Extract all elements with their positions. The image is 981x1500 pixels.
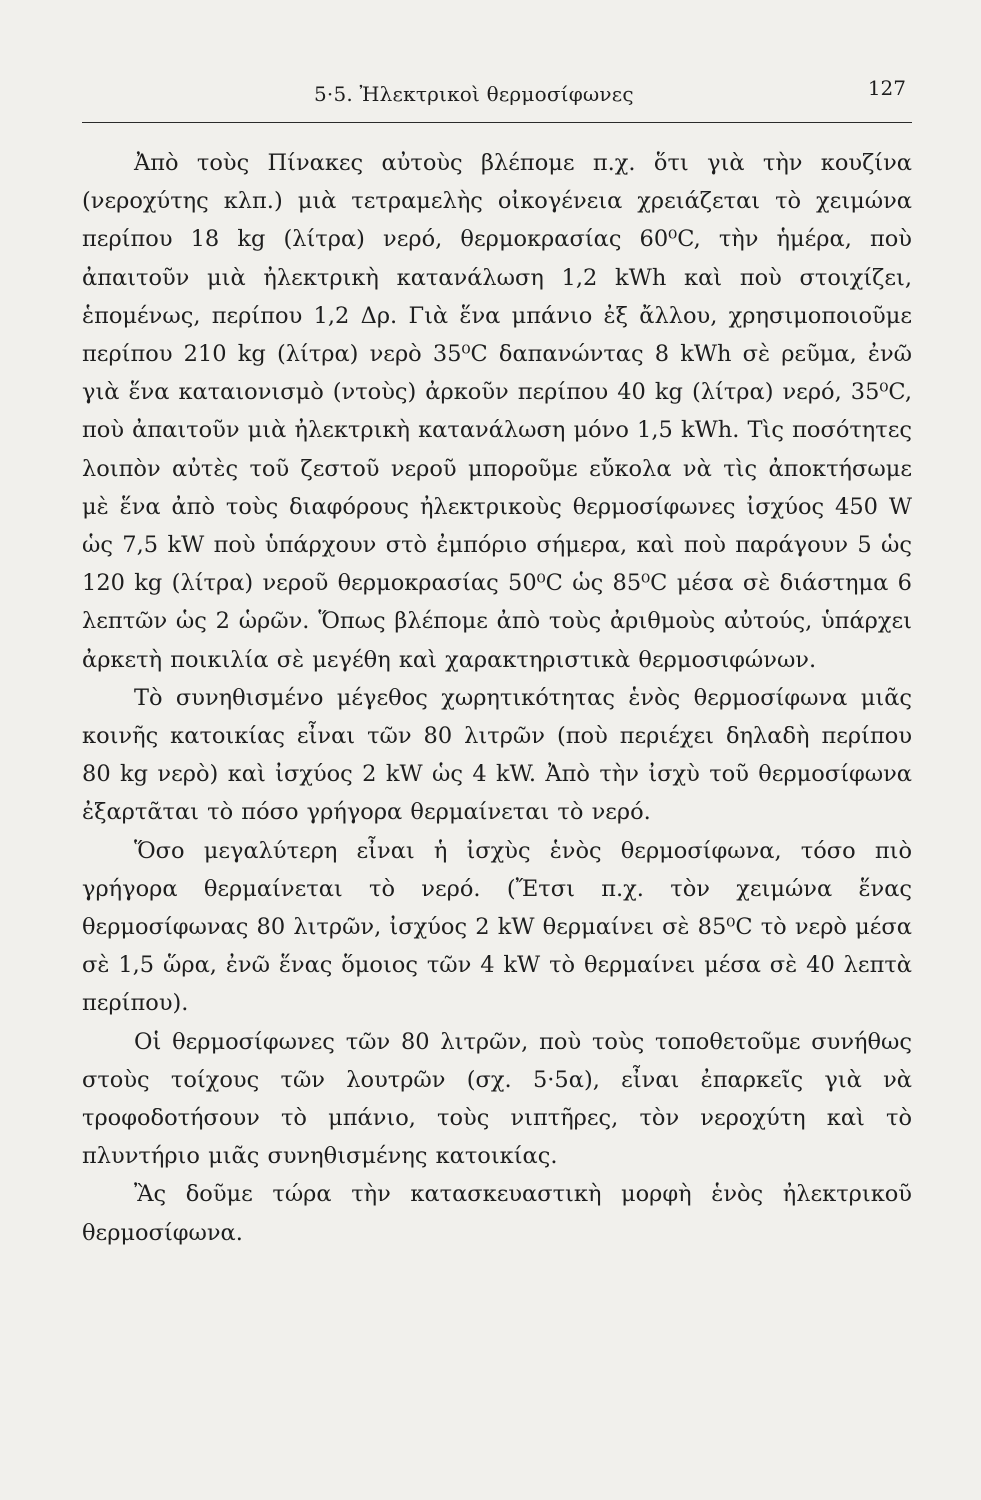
paragraph: Ἀπὸ τοὺς Πίνακες αὐτοὺς βλέπομε π.χ. ὅτι γιὰ τὴν κουζίνα (νεροχύτης κλπ.) μιὰ τετραμελὴς οἰκογένεια χρειάζεται τὸ χειμώνα περίπου 18 kg (λίτρα) νερό, θερμοκρασίας 60⁰C, τὴν ἡμέρα, ποὺ ἀπαιτοῦν μιὰ ἠλεκτρικὴ κατανάλωση 1,2 kWh καὶ ποὺ στοιχίζει, ἑπομένως, περίπου 1,2 Δρ. Γιὰ ἕνα μπάνιο ἐξ ἄλλου, χρησιμοποιοῦμε περίπου 210 kg (λίτρα) νερὸ 35⁰C δαπανώντας 8 kWh σὲ ρεῦμα, ἐνῶ γιὰ ἕνα καταιονισμὸ (ντοὺς) ἀρκοῦν περίπου 40 kg (λίτρα) νερό, 35⁰C, ποὺ ἀπαιτοῦν μιὰ ἠλεκτρικὴ κατανάλωση μόνο 1,5 kWh. Τὶς ποσότητες λοιπὸν αὐτὲς τοῦ ζεστοῦ νεροῦ μποροῦμε εὔκολα νὰ τὶς ἀποκτήσωμε μὲ ἕνα ἀπὸ τοὺς διαφόρους ἠλεκτρικοὺς θερμοσίφωνες ἰσχύος 450 W ὡς 7,5 kW ποὺ ὑπάρχουν στὸ ἐμπόριο σήμερα, καὶ ποὺ παράγουν 5 ὡς 120 kg (λίτρα) νεροῦ θερμοκρασίας 50⁰C ὡς 85⁰C μέσα σὲ διάστημα 6 λεπτῶν ὡς 2 ὡρῶν. Ὅπως βλέπομε ἀπὸ τοὺς ἀριθμοὺς αὐτούς, ὑπάρχει ἀρκετὴ ποικιλία σὲ μεγέθη καὶ χαρακτηριστικὰ θερμοσιφώνων.	[82, 150, 912, 673]
paragraph: Τὸ συνηθισμένο μέγεθος χωρητικότητας ἑνὸς θερμοσίφωνα μιᾶς κοινῆς κατοικίας εἶναι τῶν 80 λιτρῶν (ποὺ περιέχει δηλαδὴ περίπου 80 kg νερὸ) καὶ ἰσχύος 2 kW ὡς 4 kW. Ἀπὸ τὴν ἰσχὺ τοῦ θερμοσίφωνα ἐξαρτᾶται τὸ πόσο γρήγορα θερμαίνεται τὸ νερό.	[82, 684, 912, 826]
body-text	[82, 144, 912, 1252]
page-header	[82, 76, 912, 112]
paragraph: Οἱ θερμοσίφωνες τῶν 80 λιτρῶν, ποὺ τοὺς τοποθετοῦμε συνήθως στοὺς τοίχους τῶν λουτρῶν (σχ. 5·5α), εἶναι ἐπαρκεῖς γιὰ νὰ τροφοδοτήσουν τὸ μπάνιο, τοὺς νιπτῆρες, τὸν νεροχύτη καὶ τὸ πλυντήριο μιᾶς συνηθισμένης κατοικίας.	[82, 1028, 912, 1170]
running-head: 5·5. Ἠλεκτρικοὶ θερμοσίφωνες	[314, 82, 634, 106]
header-rule	[82, 122, 912, 123]
paragraph: Ὅσο μεγαλύτερη εἶναι ἡ ἰσχὺς ἑνὸς θερμοσίφωνα, τόσο πιὸ γρήγορα θερμαίνεται τὸ νερό. (Ἔτσι π.χ. τὸν χειμώνα ἕνας θερμοσίφωνας 80 λιτρῶν, ἰσχύος 2 kW θερμαίνει σὲ 85⁰C τὸ νερὸ μέσα σὲ 1,5 ὥρα, ἐνῶ ἕνας ὅμοιος τῶν 4 kW τὸ θερμαίνει μέσα σὲ 40 λεπτὰ περίπου).	[82, 837, 912, 1017]
paragraph: Ἂς δοῦμε τώρα τὴν κατασκευαστικὴ μορφὴ ἑνὸς ἠλεκτρικοῦ θερμοσίφωνα.	[82, 1181, 912, 1246]
page-number: 127	[867, 76, 906, 100]
